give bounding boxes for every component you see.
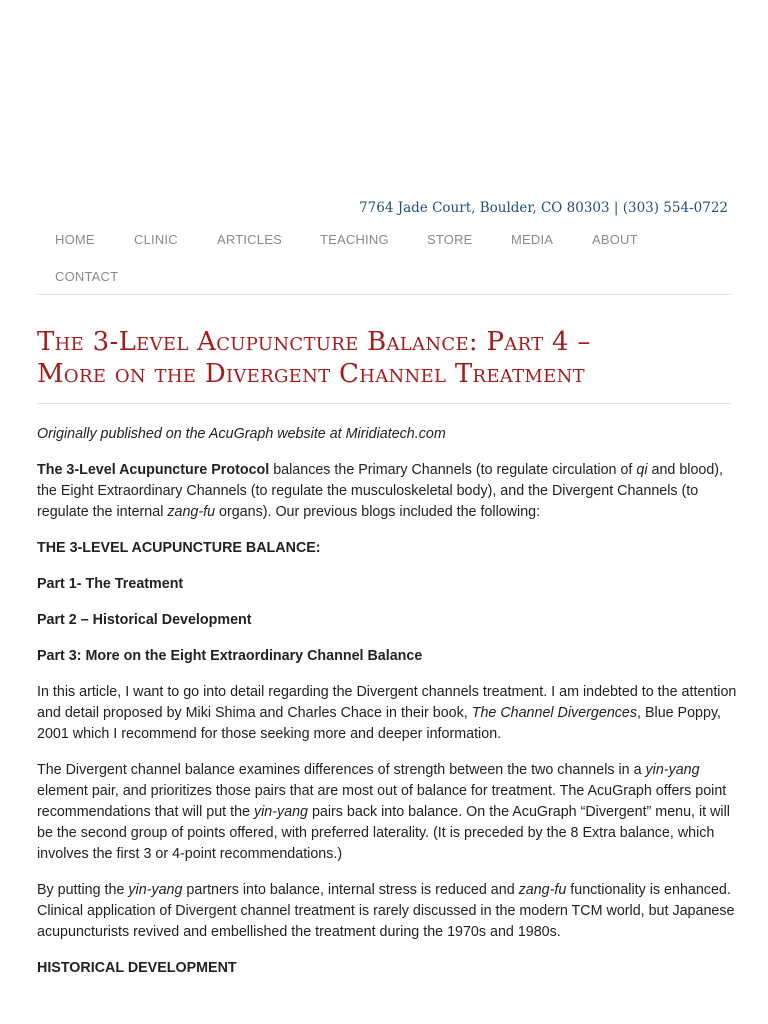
series-part-1 <box>37 574 737 595</box>
term-zang-fu: zang-fu <box>518 882 567 898</box>
paragraph-partners <box>37 880 737 943</box>
section-heading <box>37 958 737 979</box>
intro-paragraph <box>37 460 737 523</box>
nav-item-teaching[interactable]: TEACHING <box>320 232 389 247</box>
paragraph-indebted <box>37 682 737 745</box>
nav-item-clinic[interactable]: CLINIC <box>134 232 178 247</box>
main-nav <box>37 226 731 295</box>
p2-text-1: In this article, I want to go into detail regarding the Divergent channels treatment. I am indebted to the attention and detail proposed by Miki Shima and Charles Chace in their book, <box>37 684 737 721</box>
page-title <box>37 326 737 390</box>
paragraph-divergent-balance <box>37 760 737 865</box>
intro-text-2: and blood), the Eight Extraordinary Channels (to regulate the musculoskeletal body), and the Divergent Channels (to regulate the internal <box>37 462 724 520</box>
p4-text-1: By putting the <box>37 882 129 898</box>
series-heading <box>37 538 737 559</box>
title-line-2: More on the Divergent Channel Treatment <box>37 359 585 389</box>
series-part-2 <box>37 610 737 631</box>
term-qi: qi <box>636 462 648 478</box>
series-part-1-link[interactable]: Part 1- The Treatment <box>37 576 184 592</box>
nav-item-store[interactable]: STORE <box>427 232 473 247</box>
p2-text-2: , Blue Poppy, 2001 which I recommend for those seeking more and deeper information. <box>37 705 722 742</box>
nav-item-media[interactable]: MEDIA <box>511 232 554 247</box>
p4-text-3: functionality is enhanced. Clinical application of Divergent channel treatment is rarely discussed in the modern TCM world, but Japanese acupuncturists revived and embellished the treatment during the 1970s and 1980s. <box>37 882 735 940</box>
series-part-3-link[interactable]: Part 3: More on the Eight Extraordinary Channel Balance <box>37 648 423 664</box>
series-part-2-link[interactable]: Part 2 – Historical Development <box>37 612 252 628</box>
contact-info: 7764 Jade Court, Boulder, CO 80303 | (303) 554-0722 <box>359 200 728 216</box>
nav-item-about[interactable]: ABOUT <box>592 232 638 247</box>
byline <box>37 424 737 445</box>
title-line-1: The 3-Level Acupuncture Balance: Part 4 – <box>37 327 591 357</box>
series-heading-text: THE 3-LEVEL ACUPUNCTURE BALANCE: <box>37 540 321 556</box>
byline-text: Originally published on the AcuGraph website at Miridiatech.com <box>37 426 446 442</box>
section-heading-text: HISTORICAL DEVELOPMENT <box>37 960 237 976</box>
series-part-3 <box>37 646 737 667</box>
p3-text-2: element pair, and prioritizes those pairs that are most out of balance for treatment. The AcuGraph offers point recommendations that will put the <box>37 783 727 820</box>
term-yin-yang: yin-yang <box>645 762 700 778</box>
intro-text-3: organs). Our previous blogs included the following: <box>215 504 541 520</box>
intro-text-1: balances the Primary Channels (to regulate circulation of <box>269 462 637 478</box>
p4-text-2: partners into balance, internal stress is reduced and <box>182 882 519 898</box>
article-body <box>37 424 737 994</box>
nav-item-home[interactable]: HOME <box>55 232 95 247</box>
term-zang-fu: zang-fu <box>167 504 216 520</box>
p3-text-1: The Divergent channel balance examines differences of strength between the two channels in a <box>37 762 646 778</box>
p3-text-3: pairs back into balance. On the AcuGraph “Divergent” menu, it will be the second group of points offered, with preferred laterality. (It is preceded by the 8 Extra balance, which involves the first 3 or 4-point recommendations.) <box>37 804 730 862</box>
nav-item-contact[interactable]: CONTACT <box>55 269 119 284</box>
term-yin-yang: yin-yang <box>128 882 183 898</box>
protocol-name: The 3-Level Acupuncture Protocol <box>37 462 270 478</box>
term-yin-yang: yin-yang <box>253 804 308 820</box>
book-title: The Channel Divergences <box>471 705 638 721</box>
title-divider <box>37 403 731 404</box>
nav-item-articles[interactable]: ARTICLES <box>217 232 282 247</box>
